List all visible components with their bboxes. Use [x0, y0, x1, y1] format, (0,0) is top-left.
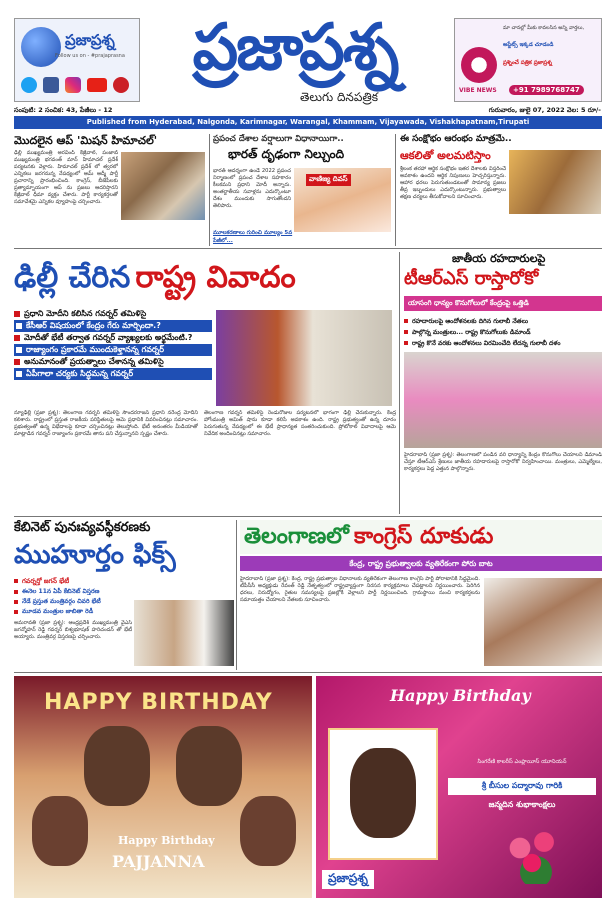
col1-photo: [121, 152, 205, 220]
lead-bullet-1: ప్రధాని మోదీని కలిసిన గవర్నర్ తమిళిసై: [14, 308, 212, 320]
lead-headline: [14, 252, 398, 304]
twitter-icon[interactable]: [21, 77, 37, 93]
col2-caption: వాణిజ్య దివస్: [306, 174, 351, 186]
ad-left-wish: Happy Birthday: [118, 834, 215, 847]
published-bar: Published from Hyderabad, Nalgonda, Karimnagar, Warangal, Khammam, Vijayawada, Vishakhapatnam,Tirupati: [14, 116, 602, 129]
lead-headline-part1: ఢిల్లీ చేరిన: [14, 260, 131, 295]
trs-bullet-2: పాల్గొన్న మంత్రులు... రాష్ట్ర కొనుగోలుకు డిమాండ్: [404, 327, 602, 338]
cabinet-bullet-1: గవర్నర్తో జగన్ భేటీ: [14, 576, 132, 587]
small-logo-text: ప్రజాప్రశ్న: [65, 31, 115, 49]
ad-left-portrait-3: [32, 796, 88, 866]
trs-headline: టీఆర్ఎస్ రాస్తారోకో: [404, 268, 539, 289]
col3-headline: ఆకలితో అలమటిస్తాం: [400, 149, 491, 162]
youtube-icon[interactable]: [87, 78, 107, 92]
dateline-left: సంపుటి: 2 సంచిక: 43, పేజీలు - 12: [14, 106, 113, 114]
ad-right-wish: జన్మదిన శుభాకాంక్షలు: [488, 800, 556, 809]
ad-right-logo: ప్రజాప్రశ్న: [322, 870, 374, 889]
globe-icon: [21, 27, 61, 67]
birthday-ad-right: [316, 676, 602, 898]
ad-line-2: అప్డేట్స్ ఇక్కడ చూడండి: [503, 42, 554, 48]
lead-text-left: న్యూఢిల్లీ (ప్రజా ప్రశ్న): తెలంగాణ గవర్నర్ తమిళిసై సౌందరరాజన్ ప్రధాని నరేంద్ర మోదీని కలిశారు. రాష్ట్రంలో ప్రస్తుత రాజకీయ పరిస్థితులపై ఆమె ప్రధానికి వివరించినట్లు సమాచారం. ప్రభుత్వంతో ఉన్న విభేదాలపై కూడా చర్చించినట్లు తెలుస్తోంది. భేటీ అనంతరం మీడియాతో మాట్లాడిన గవర్నర్ రాజ్యాంగం ప్రకారమే తాను పని చేస్తున్నానని స్పష్టం చేశారు.: [14, 410, 198, 437]
congress-bar: కేంద్ర, రాష్ట్ర ప్రభుత్వాలకు వ్యతిరేకంగా పోరు బాట: [240, 556, 602, 571]
col2-more[interactable]: మూలకరణాలు గురించి మూల్యం 5వ పేజీలో...: [213, 230, 293, 244]
lead-headline-part2: రాష్ట్ర వివాదం: [135, 260, 296, 295]
ad-left-top: HAPPY BIRTHDAY: [44, 690, 273, 715]
col2-text: భారత్ ఆదర్శంగా ఉండే 2022 ప్రపంచ నిర్మాణంలో ప్రపంచ దేశాల సహకారం కీలకమని ప్రధాని మోదీ అన్నారు. అంతర్జాతీయ సవాళ్లను ఎదుర్కొంటూ దేశం ముందుకు సాగుతోందని తెలిపారు.: [213, 168, 291, 209]
lead-bullet-3: మోదీతో భేటీ తర్వాత గవర్నర్ వ్యాఖ్యలకు అర్థమేంటి.?: [14, 332, 212, 344]
masthead-title: ప్రజాప్రశ్న: [192, 11, 398, 85]
cabinet-bullet-2: ఈనెల 11న ఏపీ కేబినెట్ విస్తరణ: [14, 587, 132, 597]
masthead-subtitle: తెలుగు దినపత్రిక: [300, 90, 379, 104]
col3-kicker: ఈ సంక్షోభం ఆరంభం మాత్రమే..: [400, 134, 512, 144]
ad-right-name: శ్రీ బీసుల పద్మారావు గారికి: [448, 778, 596, 795]
trs-bar: యాసంగి ధాన్యం కొనుగోలులో కేంద్రంపై ఒత్తిడి: [404, 296, 602, 311]
lead-bullet-4: రాజ్యాంగం ప్రకారమే ముందుకెళ్తానన్న గవర్నర్: [14, 344, 212, 356]
dateline-right: గురువారం, జులై 07, 2022 వెల: 5 రూ/-: [488, 106, 601, 114]
social-icons: [21, 77, 129, 93]
col1-headline: మొదలైన ఆప్ 'మిషన్ హిమాచల్': [14, 134, 158, 147]
cabinet-bullets: [14, 576, 132, 617]
col3-text: శ్రీలంక తరహా ఆర్థిక సంక్షోభం ఇతర దేశాలకు విస్తరించే అవకాశం ఉందని ఆర్థిక నిపుణులు హెచ్చరిస్తున్నారు. ఆహార ధరలు పెరుగుతుండటంతో సామాన్య ప్రజలు తీవ్ర ఇబ్బందులు ఎదుర్కొంటున్నారు. ప్రభుత్వాలు తక్షణ చర్యలు తీసుకోవాలని సూచించారు.: [400, 166, 506, 200]
ad-right-title: Happy Birthday: [390, 686, 531, 705]
cabinet-kicker: కేబినెట్ పునఃవ్యవస్థీకరణకు: [14, 520, 151, 535]
congress-headline-part2: కాంగ్రెస్ దూకుడు: [354, 524, 494, 549]
registration-strip: [20, 906, 600, 914]
lead-bullet-5: అనుమానంతో ప్రయత్నాలు చేశానన్న తమిళిసై: [14, 356, 212, 368]
trs-photo: [404, 352, 602, 448]
lead-photo: [216, 310, 392, 406]
congress-headline: [240, 520, 602, 554]
lead-bullet-6: ఏపీగాలా చర్యకు సిద్ధమన్న గవర్నర్: [14, 368, 212, 380]
cabinet-text: అమరావతి (ప్రజా ప్రశ్న): ఆంధ్రప్రదేశ్ ముఖ్యమంత్రి వైఎస్ జగన్మోహన్ రెడ్డి గవర్నర్ బిశ్వభూషణ్ హరిచందన్ తో భేటీ అయ్యారు. మంత్రివర్గ విస్తరణపై చర్చించారు.: [14, 620, 132, 640]
cabinet-photo: [134, 600, 234, 666]
vibe-news-ad: [454, 18, 602, 102]
small-logo-sub: Follow us on - #prajaprasna: [55, 53, 125, 59]
cabinet-bullet-4: మూడవ మంత్రుల జాబితా రెడీ: [14, 607, 132, 617]
col2-headline: భారత్ దృఢంగా నిల్చుంది: [228, 147, 345, 161]
trs-text: హైదరాబాద్ (ప్రజా ప్రశ్న): తెలంగాణలో పండిన వరి ధాన్యాన్ని కేంద్రం కొనుగోలు చేయాలని డిమాండ్ చేస్తూ టీఆర్ఎస్ శ్రేణులు జాతీయ రహదారులపై రాస్తారోకో నిర్వహించాయి. మంత్రులు, ఎమ్మెల్యేలు, కార్యకర్తలు పెద్ద ఎత్తున పాల్గొన్నారు.: [404, 452, 602, 472]
trs-bullet-3: రాష్ట్ర కొనే వరకు ఆందోళనలు విరమించేది లేదన్న గులాబీ దళం: [404, 338, 602, 349]
col2-photo: [294, 168, 391, 232]
trs-bullets: [404, 316, 602, 349]
instagram-icon[interactable]: [65, 77, 81, 93]
ad-line-3: ప్రశ్నించే పత్రిక ప్రజాప్రశ్న: [503, 60, 552, 66]
small-logo-box: [14, 18, 140, 102]
vibe-brand: VIBE NEWS: [459, 87, 497, 94]
ad-left-name: PAJJANNA: [112, 852, 205, 871]
col3-photo: [509, 150, 601, 214]
facebook-icon[interactable]: [43, 77, 59, 93]
trs-kicker: జాతీయ రహదారులపై: [452, 252, 546, 265]
ad-right-portrait: [328, 728, 438, 860]
congress-headline-part1: తెలంగాణలో: [244, 524, 349, 549]
ad-right-flowers: [496, 824, 576, 884]
lead-bullets: [14, 308, 212, 380]
col2-kicker: ప్రపంచ దేశాల వర్షాలుగా విధానాయిగా..: [213, 134, 344, 144]
col1-text: ఢిల్లీ ముఖ్యమంత్రి అరవింద్ కేజ్రీవాల్, పంజాబ్ ముఖ్యమంత్రి భగవంత్ మాన్ హిమాచల్ ప్రదేశ్ పర్యటనకు వెళ్లారు. హిమాచల్ ప్రదేశ్ లో త్వరలో ఎన్నికలు జరగనున్న నేపథ్యంలో ఆమ్ ఆద్మీ పార్టీ ప్రచారాన్ని ప్రారంభించింది. కాంగ్రెస్, బీజేపీలకు ప్రత్యామ్నాయంగా ఆప్ ను ప్రజలు ఆదరిస్తారని కేజ్రీవాల్ ధీమా వ్యక్తం చేశారు. పార్టీ కార్యకర్తలతో సమావేశమై ఎన్నికల వ్యూహంపై చర్చించారు.: [14, 150, 118, 205]
birthday-ad-left: [14, 676, 312, 898]
ad-right-small: సింగరేణి కాలరీస్ ఎంప్లాయీస్ యూనియన్: [477, 759, 567, 765]
cabinet-bullet-3: నేడే ప్రస్తుత మంత్రివర్గం చివరి భేటీ: [14, 597, 132, 607]
ad-left-portrait-4: [240, 796, 296, 866]
cabinet-headline: ముహూర్తం ఫిక్స్: [14, 540, 176, 570]
ad-phone[interactable]: +91 7989768747: [509, 85, 584, 95]
lead-bullet-2: కేసీఆర్ విషయంలో కేంద్రం గేరు మార్చిందా.?: [14, 320, 212, 332]
ad-line-1: మా చానల్లో మీకు కావలసిన అన్ని వార్తలు,: [503, 25, 585, 31]
vibe-logo-icon: [461, 47, 497, 83]
pinterest-icon[interactable]: [113, 77, 129, 93]
lead-text-right: తెలంగాణ గవర్నర్ తమిళిసై రెండురోజుల పర్యటనలో భాగంగా ఢిల్లీ చేరుకున్నారు. కేంద్ర హోంమంత్రి అమిత్ షాను కూడా కలిసే అవకాశం ఉంది. రాష్ట్ర ప్రభుత్వంతో ఉన్న దూరం పెరుగుతున్న నేపథ్యంలో ఈ భేటీ ప్రాధాన్యత సంతరించుకుంది. ప్రోటోకాల్ వివాదాలపై ఆమె నివేదిక అందించినట్లు సమాచారం.: [204, 410, 396, 437]
trs-bullet-1: రహదారులపై ఆందోళనలకు దిగిన గులాబీ నేతలు: [404, 316, 602, 327]
ad-left-portrait-2: [176, 726, 242, 806]
congress-text: హైదరాబాద్ (ప్రజా ప్రశ్న): కేంద్ర, రాష్ట్ర ప్రభుత్వాల విధానాలకు వ్యతిరేకంగా తెలంగాణ కాంగ్రెస్ పార్టీ పోరాటానికి సిద్ధమైంది. టీపీసీసీ అధ్యక్షుడు రేవంత్ రెడ్డి నేతృత్వంలో రాష్ట్రవ్యాప్తంగా నిరసన కార్యక్రమాలు చేపట్టాలని నిర్ణయించారు. పెరిగిన ధరలు, నిరుద్యోగం, రైతుల సమస్యలపై ప్రజల్లోకి వెళ్లాలని పార్టీ నిర్ణయించింది. గ్రామస్థాయి నుంచి కార్యకర్తలను సమాయత్తం చేయాలని నేతలకు సూచించారు.: [240, 576, 480, 603]
ad-left-portrait-1: [84, 726, 150, 806]
congress-photo: [484, 578, 602, 666]
